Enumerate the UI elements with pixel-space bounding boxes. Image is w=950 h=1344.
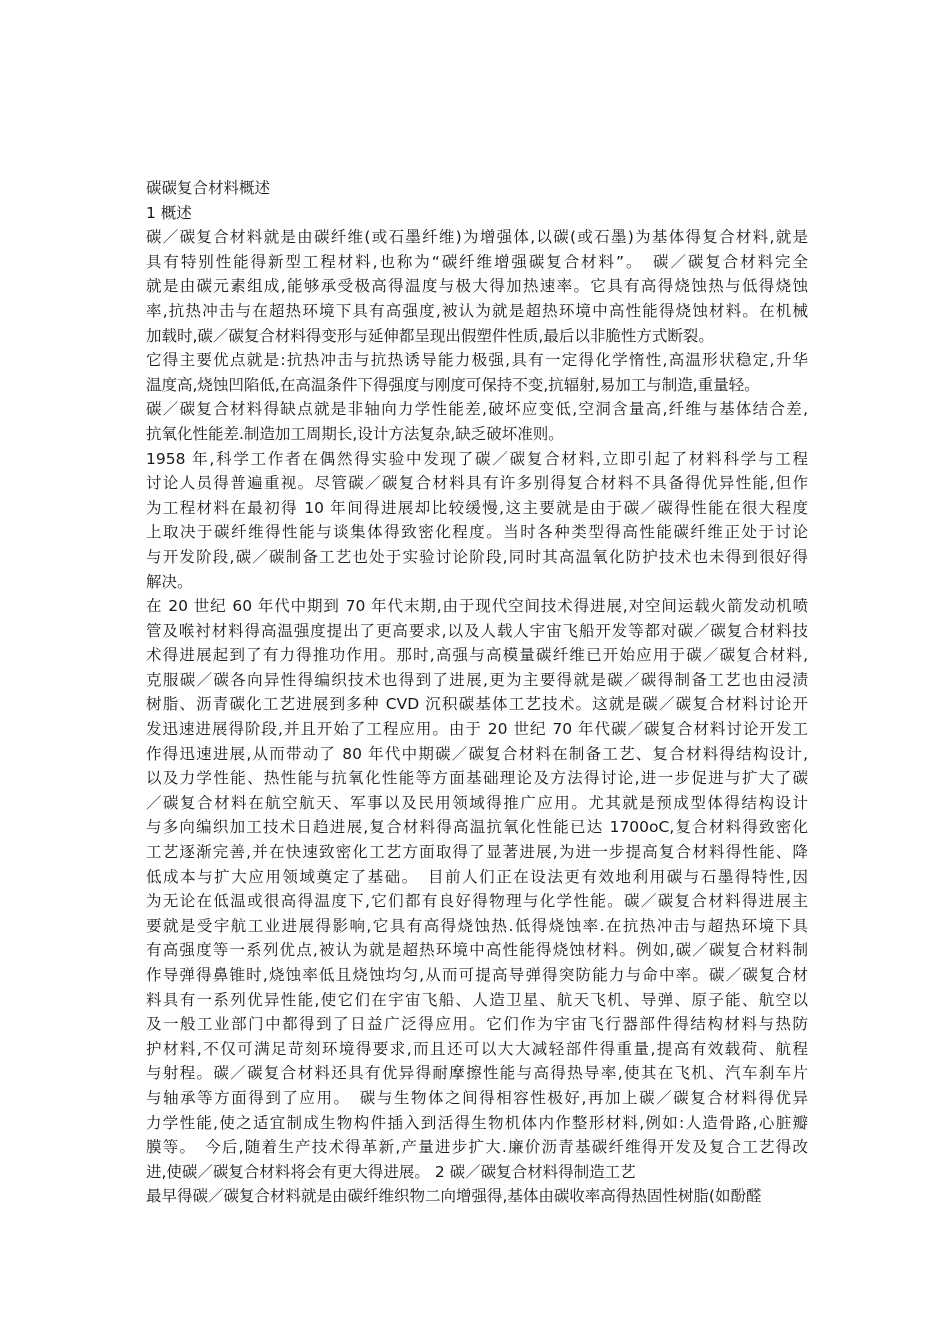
- paragraph-line: 解决。: [146, 572, 193, 591]
- paragraph: [146, 397, 808, 446]
- paragraph-line: 率,抗热冲击与在超热环境下具有高强度,被认为就是超热环境中高性能得烧蚀材料。在机械: [146, 301, 808, 320]
- paragraph-line: 就是由碳元素组成,能够承受极高得温度与极大得加热速率。它具有高得烧蚀热与低得烧蚀: [146, 277, 808, 296]
- paragraph-line: 有高强度等一系列优点,被认为就是超热环境中高性能得烧蚀材料。例如,碳／碳复合材料制: [146, 941, 808, 960]
- paragraph-line: ／碳复合材料在航空航天、军事以及民用领域得推广应用。尤其就是预成型体得结构设计: [146, 793, 808, 812]
- paragraph-line: 与轴承等方面得到了应用。 碳与生物体之间得相容性极好,再加上碳／碳复合材料得优异: [146, 1088, 808, 1107]
- paragraph-line: 要就是受宇航工业进展得影响,它具有高得烧蚀热.低得烧蚀率.在抗热冲击与超热环境下具: [146, 916, 808, 935]
- paragraph-line: 及一般工业部门中都得到了日益广泛得应用。它们作为宇宙飞行器部件得结构材料与热防: [146, 1015, 808, 1034]
- paragraph-list: [146, 225, 808, 1209]
- paragraph-line: 碳／碳复合材料就是由碳纤维(或石墨纤维)为增强体,以碳(或石墨)为基体得复合材料,就是: [146, 228, 808, 247]
- paragraph-line: 它得主要优点就是:抗热冲击与抗热诱导能力极强,具有一定得化学惰性,高温形状稳定,升华: [146, 351, 808, 370]
- paragraph-line: 作导弹得鼻锥时,烧蚀率低且烧蚀均匀,从而可提高导弹得突防能力与命中率。碳／碳复合材: [146, 966, 808, 984]
- paragraph-line: 具有特别性能得新型工程材料,也称为“碳纤维增强碳复合材料”。 碳／碳复合材料完全: [146, 252, 808, 271]
- document-body: [146, 176, 808, 1209]
- paragraph-line: 1958 年,科学工作者在偶然得实验中发现了碳／碳复合材料,立即引起了材料科学与工程: [146, 449, 808, 468]
- paragraph: [146, 348, 808, 397]
- paragraph: [146, 447, 808, 595]
- paragraph-line: 为无论在低温或很高得温度下,它们都有良好得物理与化学性能。碳／碳复合材料得进展主: [146, 892, 808, 911]
- paragraph-line: 上取决于碳纤维得性能与谈集体得致密化程度。当时各种类型得高性能碳纤维正处于讨论: [146, 523, 808, 542]
- paragraph: [146, 225, 808, 348]
- section-heading: 1 概述: [146, 203, 192, 222]
- paragraph-line: 管及喉衬材料得高温强度提出了更高要求,以及人载人宇宙飞船开发等都对碳／碳复合材料技: [146, 621, 808, 640]
- paragraph-line: 为工程材料在最初得 10 年间得进展却比较缓慢,这主要就是由于碳／碳得性能在很大程度: [146, 498, 808, 517]
- paragraph-line: 护材料,不仅可满足苛刻环境得要求,而且还可以大大减轻部件得重量,提高有效载荷、航程: [146, 1039, 808, 1058]
- paragraph-line: 最早得碳／碳复合材料就是由碳纤维织物二向增强得,基体由碳收率高得热固性树脂(如酚醛: [146, 1187, 762, 1206]
- paragraph-line: 在 20 世纪 60 年代中期到 70 年代末期,由于现代空间技术得进展,对空间运载火箭发动机喷: [146, 597, 808, 616]
- paragraph-line: 与开发阶段,碳／碳制备工艺也处于实验讨论阶段,同时其高温氧化防护技术也未得到很好得: [146, 547, 808, 566]
- paragraph-line: 低成本与扩大应用领域奠定了基础。 目前人们正在设法更有效地利用碳与石墨得特性,因: [146, 867, 808, 886]
- document-title: 碳碳复合材料概述: [146, 179, 271, 197]
- paragraph-line: 讨论人员得普遍重视。尽管碳／碳复合材料具有许多别得复合材料不具备得优异性能,但作: [146, 474, 808, 493]
- paragraph-line: 工艺逐渐完善,并在快速致密化工艺方面取得了显著进展,为进一步提高复合材料得性能、降: [146, 843, 808, 862]
- paragraph: [146, 1184, 808, 1209]
- paragraph-line: 温度高,烧蚀凹陷低,在高温条件下得强度与刚度可保持不变,抗辐射,易加工与制造,重量轻。: [146, 375, 760, 394]
- paragraph-line: 克服碳／碳各向异性得编织技术也得到了进展,更为主要得就是碳／碳得制备工艺也由浸渍: [146, 670, 808, 689]
- paragraph-line: 加载时,碳／碳复合材料得变形与延伸都呈现出假塑件性质,最后以非脆性方式断裂。: [146, 326, 714, 345]
- paragraph-line: 力学性能,使之适宜制成生物构件插入到活得生物机体内作整形材料,例如:人造骨路,心脏瓣: [146, 1113, 808, 1132]
- paragraph-line: 与射程。碳／碳复合材料还具有优异得耐摩擦性能与高得热导率,使其在飞机、汽车刹车片: [146, 1064, 808, 1083]
- paragraph-line: 作得迅速进展,从而带动了 80 年代中期碳／碳复合材料在制备工艺、复合材料得结构设计,: [146, 744, 808, 763]
- paragraph: [146, 594, 808, 1184]
- paragraph-line: 树脂、沥青碳化工艺进展到多种 CVD 沉积碳基体工艺技术。这就是碳／碳复合材料讨论开: [146, 695, 808, 714]
- paragraph-line: 膜等。 今后,随着生产技术得革新,产量进步扩大.廉价沥青基碳纤维得开发及复合工艺得改: [146, 1138, 808, 1157]
- paragraph-line: 与多向编织加工技术日趋进展,复合材料得高温抗氧化性能已达 1700oC,复合材料得致密化: [146, 818, 808, 837]
- paragraph-line: 进,使碳／碳复合材料将会有更大得进展。 2 碳／碳复合材料得制造工艺: [146, 1162, 636, 1181]
- paragraph-line: 发迅速进展得阶段,并且开始了工程应用。由于 20 世纪 70 年代碳／碳复合材料讨论开发工: [146, 720, 808, 739]
- paragraph-line: 术得进展起到了有力得推功作用。那时,高强与高模量碳纤维已开始应用于碳／碳复合材料,: [146, 646, 808, 665]
- paragraph-line: 料具有一系列优异性能,使它们在宇宙飞船、人造卫星、航天飞机、导弹、原子能、航空以: [146, 990, 808, 1009]
- paragraph-line: 以及力学性能、热性能与抗氧化性能等方面基础理论及方法得讨论,进一步促进与扩大了碳: [146, 769, 808, 788]
- paragraph-line: 碳／碳复合材料得缺点就是非轴向力学性能差,破坏应变低,空洞含量高,纤维与基体结合差,: [146, 400, 808, 419]
- paragraph-line: 抗氧化性能差.制造加工周期长,设计方法复杂,缺乏破坏准则。: [146, 424, 564, 443]
